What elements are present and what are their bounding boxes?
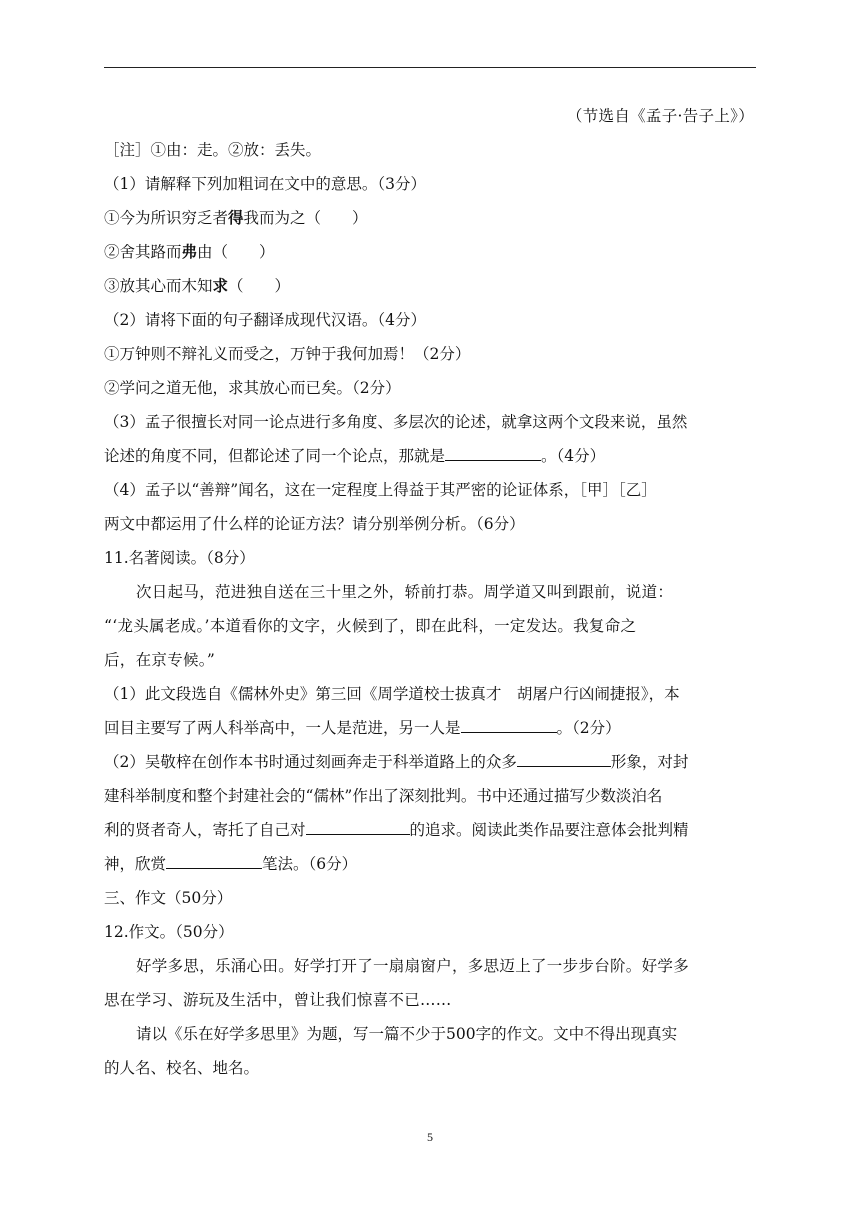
page-number: 5 <box>427 1130 433 1144</box>
q11-sub2-line-1: （2）吴敬梓在创作本书时通过刻画奔走于科举道路上的众多 形象，对封 <box>104 753 689 771</box>
q11-sub1-line-1: （1）此文段选自《儒林外史》第三回《周学道校士拔真才 胡屠户行凶闹捷报》，本 <box>104 685 680 703</box>
answer-blank[interactable] <box>306 820 410 835</box>
q12-title: 12.作文。（50分） <box>104 923 234 941</box>
header-rule <box>104 67 756 68</box>
bold-word: 求 <box>212 277 229 295</box>
q3-line-1: （3）孟子很擅长对同一论点进行多角度、多层次的论述，就拿这两个文段来说，虽然 <box>104 413 688 431</box>
q12-prompt-line-1: 好学多思，乐涌心田。好学打开了一扇扇窗户，多思迈上了一步步台阶。好学多 <box>136 957 690 975</box>
answer-blank[interactable] <box>461 718 557 733</box>
q2-sentence-1: ①万钟则不辩礼义而受之，万钟于我何加焉！（2分） <box>104 345 471 363</box>
answer-blank[interactable] <box>445 446 541 461</box>
q12-prompt-line-2: 思在学习、游玩及生活中，曾让我们惊喜不已…… <box>104 991 452 1009</box>
q11-sub2-line-2: 建科举制度和整个封建社会的“儒林”作出了深刻批判。书中还通过描写少数淡泊名 <box>104 787 663 805</box>
q3-line-2: 论述的角度不同，但都论述了同一个论点，那就是 。（4分） <box>104 447 606 465</box>
q11-excerpt-line-2: “‘龙头属老成。’本道看你的文字，火候到了，即在此科，一定发达。我复命之 <box>104 617 637 635</box>
q4-line-2: 两文中都运用了什么样的论证方法？请分别举例分析。（6分） <box>104 515 525 533</box>
q1-item-3: ③放其心而木知求（ ） <box>104 277 291 295</box>
q12-instruction-line-2: 的人名、校名、地名。 <box>104 1059 260 1077</box>
q1-item-1: ①今为所识穷乏者得我而为之（ ） <box>104 209 368 227</box>
bold-word: 弗 <box>181 243 198 261</box>
q2-title: （2）请将下面的句子翻译成现代汉语。（4分） <box>104 311 426 329</box>
q1-item-2: ②舍其路而弗由（ ） <box>104 243 275 261</box>
section-heading: 三、作文（50分） <box>104 889 233 907</box>
q4-line-1: （4）孟子以“善辩”闻名，这在一定程度上得益于其严密的论证体系，［甲］［乙］ <box>104 481 657 499</box>
q11-sub1-line-2: 回目主要写了两人科举高中，一人是范进，另一人是 。（2分） <box>104 719 621 737</box>
q11-excerpt-line-3: 后，在京专候。” <box>104 651 216 669</box>
q2-sentence-2: ②学问之道无他，求其放心而已矣。（2分） <box>104 379 401 397</box>
source-citation: （节选自《孟子·告子上》） <box>566 107 754 125</box>
q11-title: 11.名著阅读。（8分） <box>104 549 255 567</box>
q11-sub2-line-3: 利的贤者奇人，寄托了自己对 的追求。阅读此类作品要注意体会批判精 <box>104 821 689 839</box>
bold-word: 得 <box>228 209 244 227</box>
answer-blank[interactable] <box>166 854 262 869</box>
q1-title: （1）请解释下列加粗词在文中的意思。（3分） <box>104 175 426 193</box>
annotation-note: ［注］①由：走。②放：丢失。 <box>104 141 322 159</box>
q12-instruction-line-1: 请以《乐在好学多思里》为题，写一篇不少于500字的作文。文中不得出现真实 <box>136 1025 678 1043</box>
q11-excerpt-line-1: 次日起马，范进独自送在三十里之外，轿前打恭。周学道又叫到跟前，说道： <box>136 583 674 601</box>
answer-blank[interactable] <box>517 752 611 767</box>
q11-sub2-line-4: 神，欣赏 笔法。（6分） <box>104 855 358 873</box>
